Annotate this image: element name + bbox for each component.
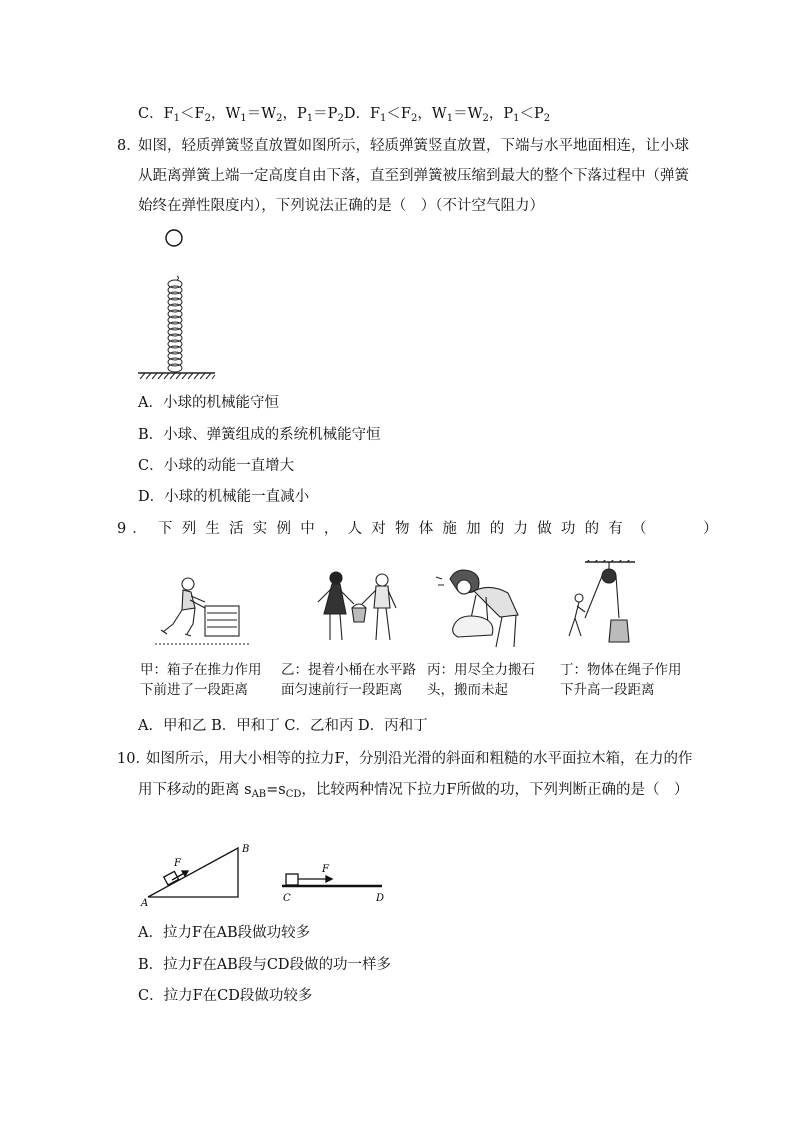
q9-caption-bing-line1: 丙：用尽全力搬石 [427, 662, 535, 678]
q10-option-c: C．拉力F在CD段做功较多 [138, 988, 313, 1004]
label-b: B [242, 844, 250, 855]
horizontal-plane-figure [276, 856, 394, 908]
q8-stem-line3: 始终在弹性限度内），下列说法正确的是（ ）（不计空气阻力） [138, 198, 544, 214]
q9-caption-yi-line1: 乙：提着小桶在水平路 [281, 662, 416, 678]
label-c: C [283, 893, 291, 904]
spring-ball-figure [135, 226, 225, 381]
q10-option-b: B．拉力F在AB段与CD段做的功一样多 [138, 957, 392, 973]
q9-caption-bing-line2: 头，搬而未起 [427, 682, 508, 698]
q8-option-b: B．小球、弹簧组成的系统机械能守恒 [138, 427, 381, 443]
bing-lift-stone-figure [430, 565, 530, 655]
ball-shape [166, 230, 182, 246]
q10-stem-line1: 如图所示，用大小相等的拉力F，分别沿光滑的斜面和粗糙的水平面拉木箱，在力的作 [146, 751, 693, 767]
ground-shape [138, 373, 215, 379]
q9-caption-ding-line1: 丁：物体在绳子作用 [560, 662, 682, 678]
label-d: D [376, 893, 385, 904]
q8-stem-line1: 如图，轻质弹簧竖直放置如图所示，轻质弹簧竖直放置，下端与水平地面相连，让小球 [138, 138, 689, 154]
label-f-horizontal: F [322, 864, 329, 875]
jia-push-box-figure [155, 572, 255, 652]
yi-carry-bucket-figure [302, 568, 412, 652]
incline-plane-figure [140, 840, 270, 910]
q9-caption-jia-line2: 下前进了一段距离 [140, 682, 248, 698]
q8-option-d: D．小球的机械能一直减小 [138, 489, 310, 505]
q8-option-c: C．小球的动能一直增大 [138, 458, 295, 474]
spring-shape [168, 276, 182, 372]
q7-option-d: D．$F_1<F_2$，$W_1=W_2$，$P_1<P_2$ [343, 106, 551, 124]
label-f-incline: F [174, 858, 181, 869]
q9-caption-ding-line2: 下升高一段距离 [560, 682, 655, 698]
q9-caption-yi-line2: 面匀速前行一段距离 [281, 682, 403, 698]
q10-stem-line2: 用下移动的距离 $s_{AB}=s_{CD}$，比较两种情况下拉力F所做的功，下列判断正确的是（ ） [138, 782, 689, 800]
q10-number: 10． [117, 751, 150, 767]
q10-option-a: A．拉力F在AB段做功较多 [138, 925, 311, 941]
q7-option-c: C．$F_1<F_2$，$W_1=W_2$，$P_1=P_2$ [138, 106, 344, 124]
q8-number: 8． [117, 138, 141, 154]
q9-caption-jia-line1: 甲：箱子在推力作用 [140, 662, 262, 678]
label-a: A [141, 898, 149, 909]
q7-options-line [138, 104, 550, 129]
q9-stem: 下列生活实例中，人对物体施加的力做功的有（ ） [158, 521, 727, 537]
q9-number: 9． [117, 521, 153, 537]
q8-stem-line2: 从距离弹簧上端一定高度自由下落，直至到弹簧被压缩到最大的整个下落过程中（弹簧 [138, 168, 689, 184]
q8-option-a: A．小球的机械能守恒 [138, 395, 279, 411]
q9-options: A．甲和乙 B．甲和丁 C．乙和丙 D．丙和丁 [138, 718, 428, 734]
ding-pulley-figure [555, 560, 650, 655]
